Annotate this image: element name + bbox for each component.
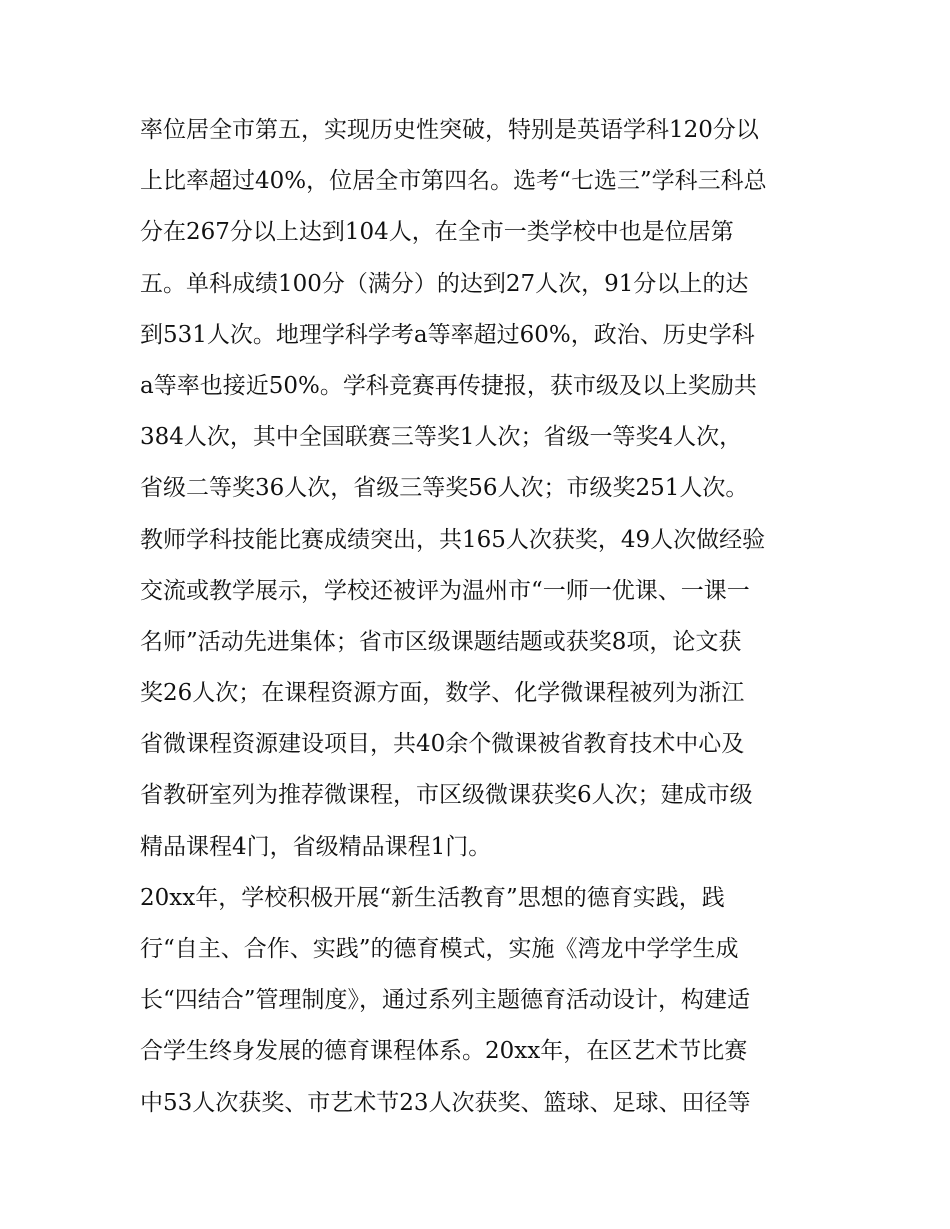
text-line: 率位居全市第五，实现历史性突破，特别是英语学科120分以 bbox=[140, 117, 759, 143]
text-line: 长“四结合”管理制度》，通过系列主题德育活动设计，构建适 bbox=[140, 987, 751, 1014]
text-line: 名师”活动先进集体；省市区级课题结题或获奖8项，论文获 bbox=[140, 628, 742, 655]
text-line: 五。单科成绩100分（满分）的达到27人次，91分以上的达 bbox=[140, 270, 749, 297]
text-line: 省教研室列为推荐微课程，市区级微课获奖6人次；建成市级 bbox=[140, 782, 753, 809]
text-line: 上比率超过40%，位居全市第四名。选考“七选三”学科三科总 bbox=[140, 168, 767, 195]
text-line: 合学生终身发展的德育课程体系。20xx年，在区艺术节比赛 bbox=[140, 1038, 748, 1065]
text-line: 教师学科技能比赛成绩突出，共165人次获奖，49人次做经验 bbox=[140, 526, 766, 553]
text-line: 20xx年，学校积极开展“新生活教育”思想的德育实践，践 bbox=[140, 884, 725, 911]
text-line: 交流或教学展示，学校还被评为温州市“一师一优课、一课一 bbox=[140, 577, 750, 604]
text-line: 分在267分以上达到104人，在全市一类学校中也是位居第 bbox=[140, 219, 734, 246]
text-line: 精品课程4门，省级精品课程1门。 bbox=[140, 833, 492, 860]
text-line: 行“自主、合作、实践”的德育模式，实施《湾龙中学学生成 bbox=[140, 936, 739, 962]
text-line: 奖26人次；在课程资源方面，数学、化学微课程被列为浙江 bbox=[140, 680, 745, 707]
text-line: 省微课程资源建设项目，共40余个微课被省教育技术中心及 bbox=[140, 731, 745, 758]
body-text bbox=[140, 105, 840, 1129]
text-line: a等率也接近50%。学科竞赛再传捷报，获市级及以上奖励共 bbox=[140, 372, 757, 399]
text-line: 384人次，其中全国联赛三等奖1人次；省级一等奖4人次， bbox=[140, 424, 743, 451]
text-line: 省级二等奖36人次，省级三等奖56人次；市级奖251人次。 bbox=[140, 475, 749, 502]
text-line: 中53人次获奖、市艺术节23人次获奖、篮球、足球、田径等 bbox=[140, 1089, 751, 1116]
text-line: 到531人次。地理学科学考a等率超过60%，政治、历史学科 bbox=[140, 321, 755, 348]
